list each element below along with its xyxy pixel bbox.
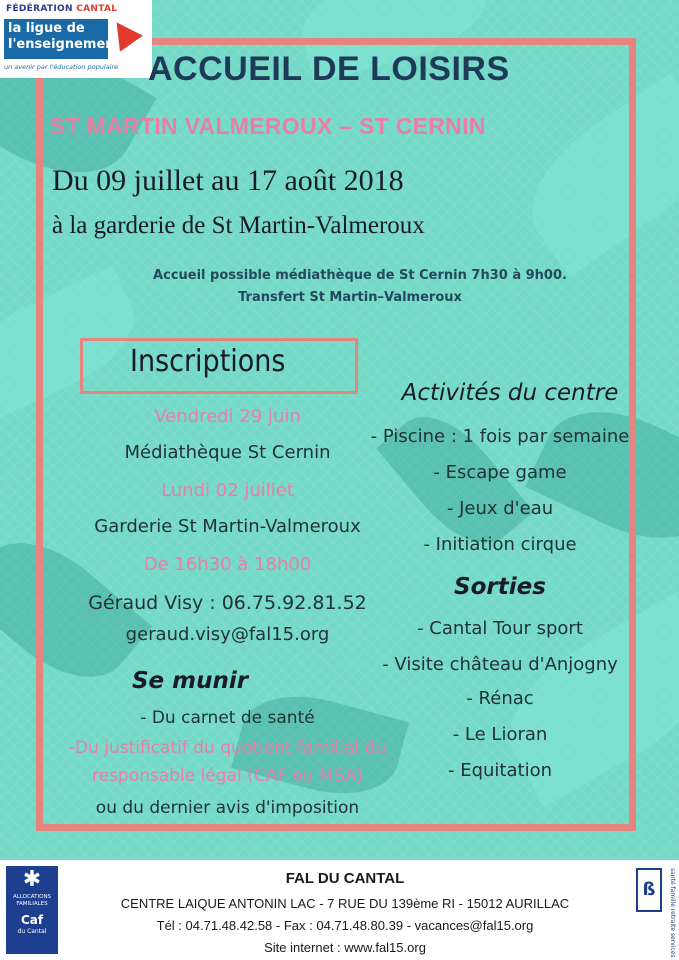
activite-item: - Escape game (433, 462, 567, 483)
note-accueil: Accueil possible médiathèque de St Cernin 7h30 à 9h00. (153, 268, 567, 283)
ligue-badge (4, 19, 121, 59)
se-munir-item-2a: -Du justificatif du quotient familial du (68, 738, 387, 758)
inscription-hours: De 16h30 à 18h00 (143, 554, 312, 575)
activite-item: - Initiation cirque (423, 534, 577, 555)
se-munir-item-1: - Du carnet de santé (140, 708, 315, 728)
footer-org: FAL DU CANTAL (285, 870, 405, 887)
note-transfert: Transfert St Martin–Valmeroux (238, 290, 462, 305)
caf-star-icon: ✱ (22, 867, 42, 892)
msa-logo-icon: ß (636, 868, 662, 912)
caf-label: ALLOCATIONS FAMILIALES (12, 894, 52, 907)
location: à la garderie de St Martin-Valmeroux (52, 212, 425, 239)
inscriptions-heading: Inscriptions (130, 344, 286, 379)
contact-email: geraud.visy@fal15.org (125, 624, 330, 645)
sortie-item: - Le Lioran (452, 724, 548, 745)
caf-region: du Cantal (17, 928, 47, 935)
inscription-place-1: Médiathèque St Cernin (124, 442, 331, 463)
sortie-item: - Rénac (466, 688, 534, 709)
inscription-place-2: Garderie St Martin-Valmeroux (94, 516, 361, 537)
sorties-heading: Sorties (454, 574, 546, 600)
activites-heading: Activités du centre (401, 380, 619, 406)
page-subtitle: ST MARTIN VALMEROUX – ST CERNIN (50, 113, 486, 139)
ligue-tagline: un avenir par l'éducation populaire (4, 63, 119, 71)
ligue-line2: l'enseignement (8, 37, 121, 52)
msa-tagline: santé famille retraite services (669, 868, 676, 958)
inscription-date-1: Vendredi 29 juin (154, 406, 301, 427)
ligue-line1: la ligue de (8, 21, 85, 36)
activite-item: - Jeux d'eau (446, 498, 554, 519)
ligue-logo (0, 0, 152, 78)
caf-logo (6, 866, 58, 954)
sortie-item: - Equitation (448, 760, 552, 781)
footer-website[interactable]: Site internet : www.fal15.org (264, 940, 426, 955)
se-munir-item-2b: responsable légal (CAF ou MSA) (92, 766, 363, 786)
footer-contact[interactable]: Tél : 04.71.48.42.58 - Fax : 04.71.48.80.39 - vacances@fal15.org (156, 918, 534, 933)
activite-item: - Piscine : 1 fois par semaine (370, 426, 630, 447)
se-munir-heading: Se munir (131, 668, 249, 694)
caf-name: Caf (20, 913, 44, 927)
sortie-item: - Visite château d'Anjogny (382, 654, 618, 675)
page-title: ACCUEIL DE LOISIRS (148, 50, 510, 88)
sortie-item: - Cantal Tour sport (417, 618, 583, 639)
federation-label: FÉDÉRATION CANTAL (6, 4, 118, 14)
dates: Du 09 juillet au 17 août 2018 (52, 164, 404, 197)
inscription-date-2: Lundi 02 juillet (161, 480, 294, 501)
footer-address: CENTRE LAIQUE ANTONIN LAC - 7 RUE DU 139ème RI - 15012 AURILLAC (120, 896, 570, 911)
contact-phone: Géraud Visy : 06.75.92.81.52 (88, 592, 367, 614)
se-munir-item-3: ou du dernier avis d'imposition (95, 798, 360, 818)
